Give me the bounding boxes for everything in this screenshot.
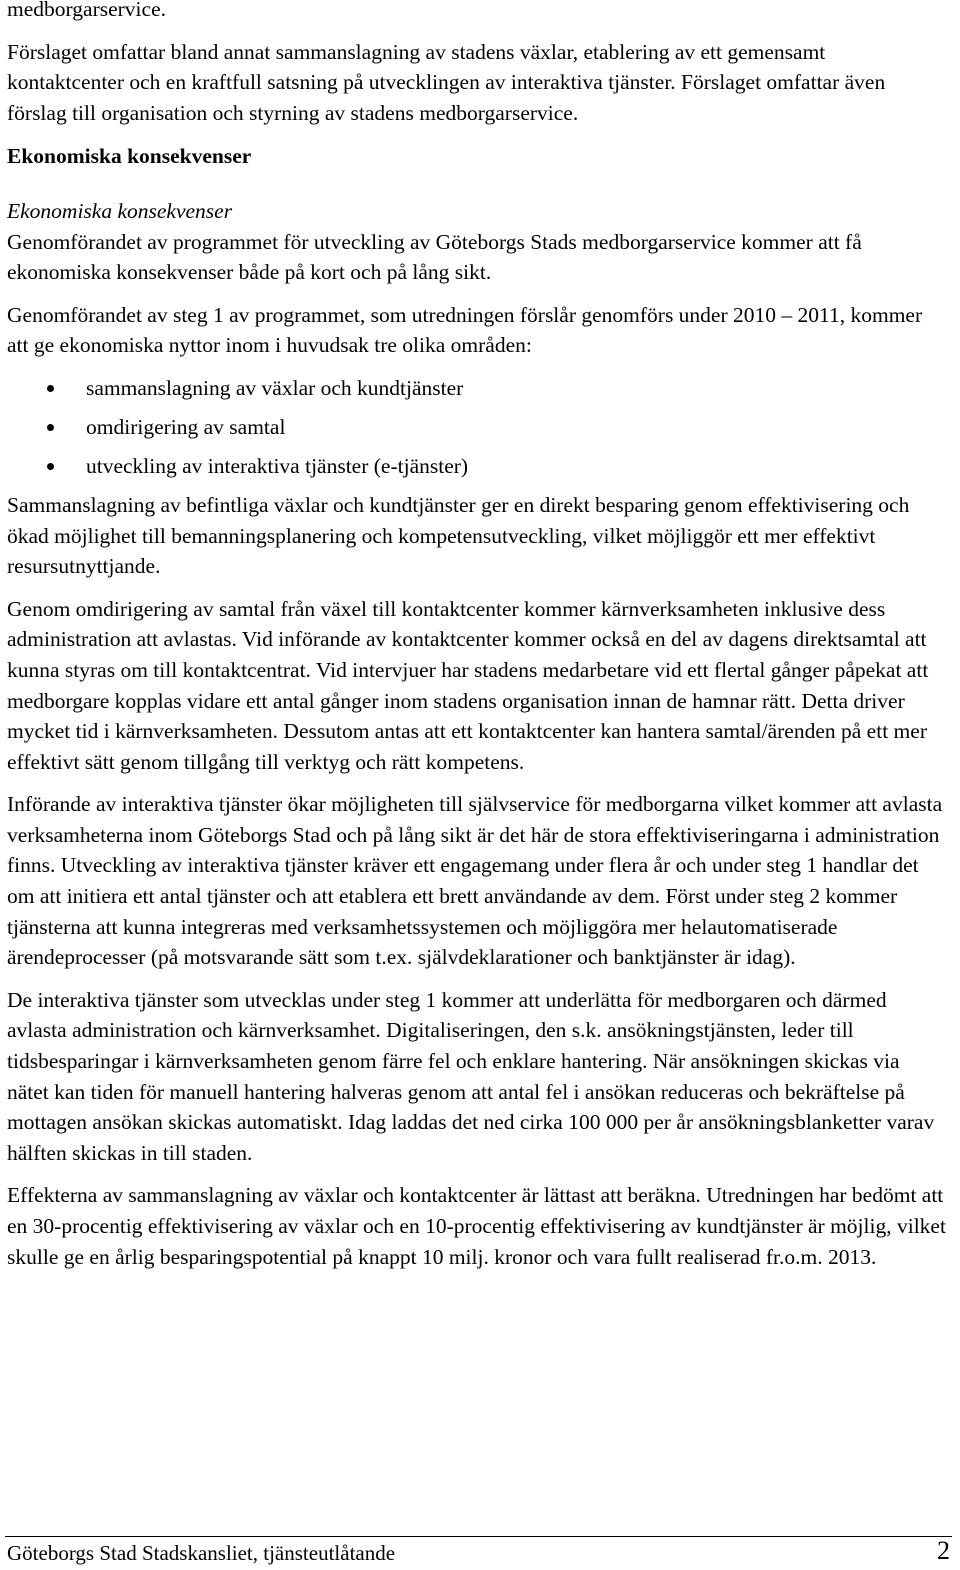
section-subheading: Ekonomiska konsekvenser xyxy=(7,198,233,223)
bullet-item xyxy=(7,408,946,447)
bullet-item xyxy=(7,447,946,486)
top-fragment: medborgarservice. xyxy=(7,0,166,21)
footer-text: Göteborgs Stad Stadskansliet, tjänsteutlåtande xyxy=(7,1541,396,1565)
bullet-item xyxy=(7,369,946,408)
bullet-list xyxy=(7,369,946,486)
document-body xyxy=(7,0,946,1272)
paragraph: Genom omdirigering av samtal från växel till kontaktcenter kommer kärnverksamheten inklusive dess administration att avlastas. Vid införande av kontaktcenter kommer också en del av dagens direktsamtal att kunna styras om till kontaktcentrat. Vid intervjuer har stadens medarbetare vid ett flertal gånger påpekat att medborgare kopplas vidare ett antal gånger inom stadens organisation innan de hamnar rätt. Detta driver mycket tid i kärnverksamheten. Dessutom antas att ett kontaktcenter kan hantera samtal/ärenden på ett mer effektivt sätt genom tillgång till verktyg och rätt kompetens. xyxy=(7,596,929,774)
footer-divider xyxy=(5,1536,952,1537)
paragraph: De interaktiva tjänster som utvecklas under steg 1 kommer att underlätta för medborgaren och därmed avlasta administration och kärnverksamhet. Digitaliseringen, den s.k. ansökningstjänsten, leder till tidsbesparingar i kärnverksamheten genom färre fel och enklare hantering. När ansökningen skickas via nätet kan tiden för manuell hantering halveras genom att antal fel i ansökan reduceras och bekräftelse på mottagen ansökan skickas automatiskt. Idag laddas det ned cirka 100 000 per år ansökningsblanketter varav hälften skickas in till staden. xyxy=(7,987,935,1165)
paragraph: Genomförandet av steg 1 av programmet, som utredningen förslår genomförs under 2010 – 2011, kommer att ge ekonomiska nyttor inom i huvudsak tre olika områden: xyxy=(7,302,923,358)
page-number: 2 xyxy=(937,1536,950,1565)
section-heading: Ekonomiska konsekvenser xyxy=(7,144,252,169)
bullet-text: omdirigering av samtal xyxy=(86,414,286,439)
paragraph: Effekterna av sammanslagning av växlar och kontaktcenter är lättast att beräkna. Utredningen har bedömt att en 30-procentig effektivisering av växlar och en 10-procentig effektivisering av kundtjänster är möjlig, vilket skulle ge en årlig besparingspotential på knappt 10 milj. kronor och vara fullt realiserad fr.o.m. 2013. xyxy=(7,1183,946,1269)
bullet-icon xyxy=(47,385,54,392)
bullet-text: utveckling av interaktiva tjänster (e-tjänster) xyxy=(86,453,469,478)
bullet-icon xyxy=(47,424,54,431)
bullet-icon xyxy=(47,463,54,470)
paragraph: Sammanslagning av befintliga växlar och kundtjänster ger en direkt besparing genom effektivisering och ökad möjlighet till bemanningsplanering och kompetensutveckling, vilket möjliggör ett mer effektivt resursutnyttjande. xyxy=(7,492,910,579)
bullet-text: sammanslagning av växlar och kundtjänster xyxy=(86,375,464,400)
paragraph: Genomförandet av programmet för utveckling av Göteborgs Stads medborgarservice kommer att få ekonomiska konsekvenser både på kort och på lång sikt. xyxy=(7,229,862,285)
intro-paragraph: Förslaget omfattar bland annat sammanslagning av stadens växlar, etablering av ett gemensamt kontaktcenter och en kraftfull satsning på utvecklingen av interaktiva tjänster. Förslaget omfattar även förslag till organisation och styrning av stadens medborgarservice. xyxy=(7,39,886,125)
paragraph: Införande av interaktiva tjänster ökar möjligheten till självservice för medborgarna vilket kommer att avlasta verksamheterna inom Göteborgs Stad och på lång sikt är det här de stora effektiviseringarna i administration finns. Utveckling av interaktiva tjänster kräver ett engagemang under flera år och under steg 1 handlar det om att initiera ett antal tjänster och att etablera ett brett användande av dem. Först under steg 2 kommer tjänsterna att kunna integreras med verksamhetssystemen och möjliggöra mer helautomatiserade ärendeprocesser (på motsvarande sätt som t.ex. självdeklarationer och banktjänster är idag). xyxy=(7,792,943,970)
